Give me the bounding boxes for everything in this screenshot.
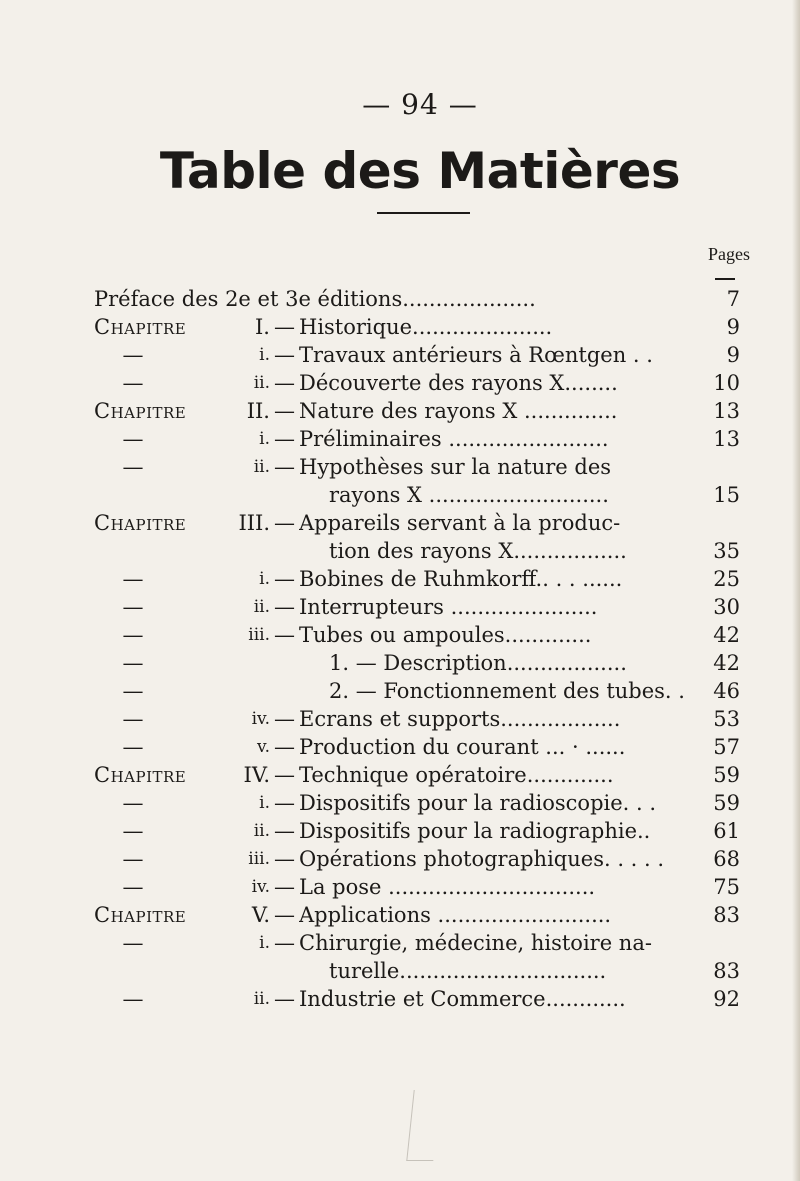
toc-entry-page: 13 [713,399,740,423]
toc-entry-number: IV. [243,763,270,787]
toc-entry-page: 9 [726,343,740,367]
toc-entry-kind: — [122,567,144,591]
toc-entry-separator: — [274,455,295,479]
toc-entry-text: Bobines de Ruhmkorff.. . . ...... [299,567,623,591]
toc-entry-text: Production du courant ... · ...... [299,735,626,759]
toc-entry [0,817,800,845]
toc-entry-text: Technique opératoire............. [299,763,614,787]
toc-entry-number: iii. [248,849,270,869]
toc-entry-number: II. [246,399,270,423]
toc-entry-text: Interrupteurs ...................... [299,595,598,619]
toc-entry-text: Hypothèses sur la nature des [299,455,612,479]
toc-entry-kind: — [122,707,144,731]
toc-entry-separator: — [274,735,295,759]
toc-entry-separator: — [274,623,295,647]
toc-entry-number: iii. [248,625,270,645]
toc-entry-separator: — [274,875,295,899]
toc-entry-separator: — [274,903,295,927]
toc-entry [0,649,800,677]
toc-entry-separator: — [274,931,295,955]
toc-entry-number: ii. [253,457,270,477]
toc-entry-page: 57 [713,735,740,759]
page-title: Table des Matières [159,142,681,200]
toc-entry-kind: Chapitre [94,511,187,535]
toc-entry-kind: — [122,847,144,871]
toc-entry-number: i. [259,429,270,449]
toc-entry-page: 13 [713,427,740,451]
page-mark [406,1090,440,1161]
toc-entry-number: iv. [251,877,270,897]
toc-entry-text: 2. — Fonctionnement des tubes. . [329,679,685,703]
toc-entry-separator: — [274,763,295,787]
toc-entry [0,677,800,705]
toc-entry-number: V. [251,903,270,927]
toc-entry-page: 42 [713,651,740,675]
toc-entry-number: III. [238,511,270,535]
toc-entry-text: Applications .......................... [299,903,612,927]
toc-entry-text: Chirurgie, médecine, histoire na- [299,931,652,955]
toc-entry [0,593,800,621]
toc-entry-number: ii. [253,597,270,617]
toc-entry-page: 83 [713,903,740,927]
title-divider [377,212,470,214]
toc-entry [0,621,800,649]
toc-entry-text: tion des rayons X................. [329,539,627,563]
toc-entry-page: 10 [713,371,740,395]
toc-entry-text: Nature des rayons X .............. [299,399,618,423]
toc-entry-kind: — [122,735,144,759]
toc-entry [0,957,800,985]
toc-entry-kind: — [122,343,144,367]
toc-entry-kind: Chapitre [94,315,187,339]
toc-entry-page: 59 [713,763,740,787]
toc-entry [0,845,800,873]
toc-entry-kind: Chapitre [94,399,187,423]
toc-entry-text: Ecrans et supports.................. [299,707,621,731]
toc-entry-text: Préliminaires ........................ [299,427,609,451]
toc-entry-separator: — [274,399,295,423]
toc-entry [0,285,800,313]
toc-entry-separator: — [274,511,295,535]
toc-entry-page: 42 [713,623,740,647]
toc-entry [0,761,800,789]
toc-entry-text: turelle............................... [329,959,607,983]
toc-entry-kind: — [122,819,144,843]
page-edge-shadow [792,0,800,1181]
toc-entry-separator: — [274,567,295,591]
toc-entry-number: I. [255,315,270,339]
toc-entry [0,509,800,537]
toc-entry-kind: — [122,623,144,647]
pages-header-divider [715,278,735,280]
toc-entry-page: 83 [713,959,740,983]
toc-entry-text: Industrie et Commerce............ [299,987,626,1011]
toc-entry [0,425,800,453]
toc-entry-separator: — [274,343,295,367]
toc-entry-separator: — [274,987,295,1011]
toc-entry-page: 92 [713,987,740,1011]
toc-entry [0,369,800,397]
toc-entry-text: Appareils servant à la produc- [299,511,621,535]
toc-entry-separator: — [274,427,295,451]
toc-entry-kind: — [122,791,144,815]
toc-entry-kind: — [122,875,144,899]
toc-entry-separator: — [274,595,295,619]
toc-entry [0,537,800,565]
toc-entry-kind: — [122,931,144,955]
toc-entry-page: 7 [726,287,740,311]
toc-entry-text: Dispositifs pour la radioscopie. . . [299,791,657,815]
toc-entry-kind: — [122,595,144,619]
toc-entry-kind: — [122,651,144,675]
toc-entry-text: Travaux antérieurs à Rœntgen . . [299,343,653,367]
toc-entry [0,565,800,593]
toc-entry-page: 25 [713,567,740,591]
toc-entry [0,929,800,957]
toc-entry-page: 46 [713,679,740,703]
toc-entry-separator: — [274,847,295,871]
toc-entry [0,789,800,817]
toc-entry-page: 9 [726,315,740,339]
toc-entry-text: rayons X ........................... [329,483,609,507]
toc-entry-number: ii. [253,989,270,1009]
toc-entry-page: 75 [713,875,740,899]
toc-entry [0,341,800,369]
toc-entry [0,313,800,341]
toc-entry-text: Tubes ou ampoules............. [299,623,592,647]
toc-entry-kind: — [122,371,144,395]
toc-entry-separator: — [274,707,295,731]
toc-entry [0,481,800,509]
toc-entry-separator: — [274,371,295,395]
toc-entry-kind: — [122,679,144,703]
toc-entry-number: ii. [253,821,270,841]
toc-entry-page: 68 [713,847,740,871]
toc-entry [0,453,800,481]
toc-entry-separator: — [274,315,295,339]
toc-entry [0,397,800,425]
toc-entry [0,985,800,1013]
toc-entry-kind: Chapitre [94,903,187,927]
pages-column-header: Pages [708,244,750,264]
toc-entry-kind: — [122,427,144,451]
toc-entry-separator: — [274,791,295,815]
toc-entry-number: iv. [251,709,270,729]
toc-entry [0,873,800,901]
toc-entry-page: 15 [713,483,740,507]
toc-entry-page: 53 [713,707,740,731]
toc-entry [0,901,800,929]
toc-entry-number: i. [259,793,270,813]
toc-entry-page: 30 [713,595,740,619]
toc-entry-page: 59 [713,791,740,815]
toc-entry-number: i. [259,569,270,589]
toc-entry-kind: — [122,455,144,479]
toc-entry-text: Préface des 2e et 3e éditions.................... [94,287,536,311]
toc-entry [0,705,800,733]
toc-entry-separator: — [274,819,295,843]
toc-entry-text: 1. — Description.................. [329,651,627,675]
toc-entry-text: Dispositifs pour la radiographie.. [299,819,651,843]
toc-entry-kind: — [122,987,144,1011]
toc-entry-text: La pose ............................... [299,875,596,899]
toc-entry-page: 61 [713,819,740,843]
toc-entry-number: v. [257,737,270,757]
toc-entry-text: Découverte des rayons X........ [299,371,618,395]
table-of-contents [0,285,800,1013]
toc-entry-number: ii. [253,373,270,393]
toc-entry [0,733,800,761]
toc-entry-text: Opérations photographiques. . . . . [299,847,665,871]
toc-entry-number: i. [259,933,270,953]
toc-entry-kind: Chapitre [94,763,187,787]
toc-entry-number: i. [259,345,270,365]
toc-entry-page: 35 [713,539,740,563]
page-number: — 94 — [362,88,478,121]
toc-entry-text: Historique..................... [299,315,553,339]
